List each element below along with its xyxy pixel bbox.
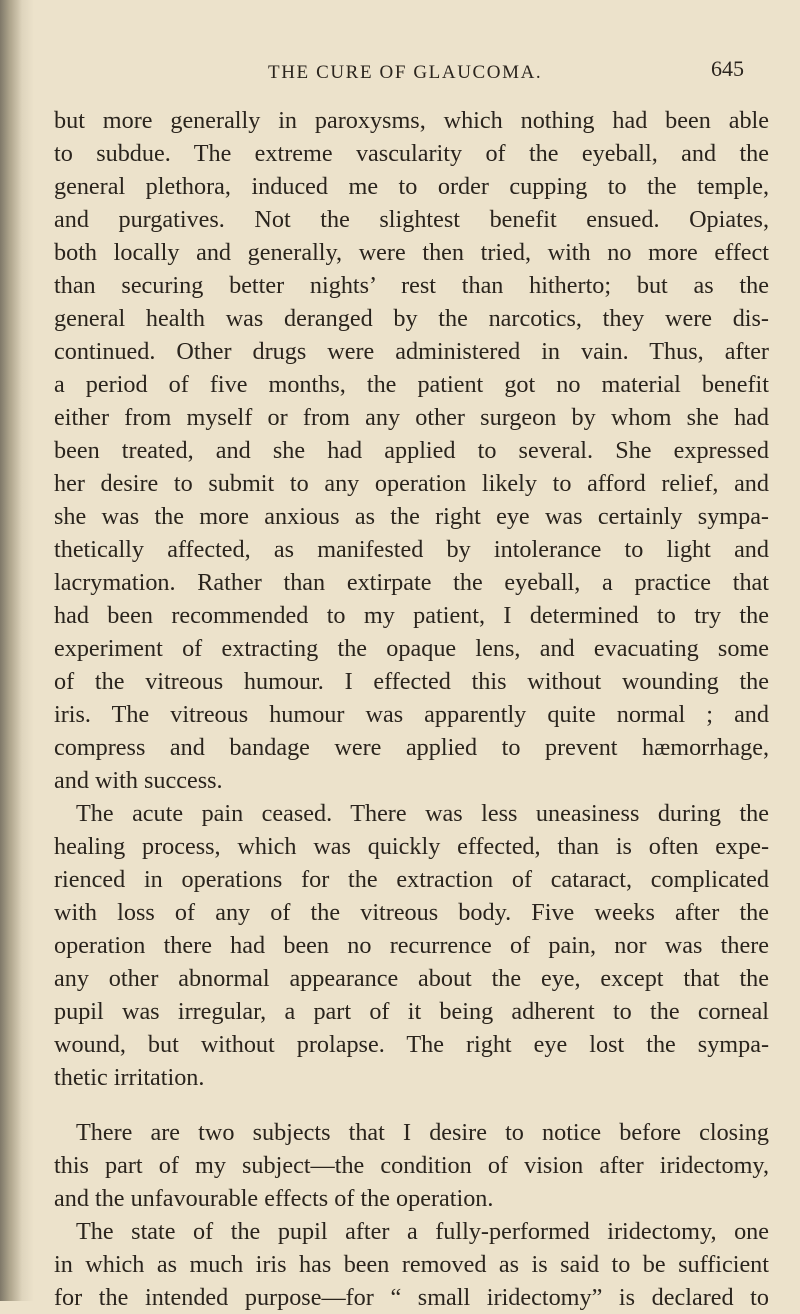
text-line: any other abnormal appearance about the eye, except that the xyxy=(54,965,769,992)
text-line: general plethora, induced me to order cupping to the temple, xyxy=(54,173,769,200)
text-line: both locally and generally, were then tried, with no more effect xyxy=(54,239,769,266)
text-line: The state of the pupil after a fully-performed iridectomy, one xyxy=(76,1218,769,1245)
text-line: a period of five months, the patient got no material benefit xyxy=(54,371,769,398)
text-line: rienced in operations for the extraction of cataract, complicated xyxy=(54,866,769,893)
paragraph-3 xyxy=(54,1116,769,1215)
running-head-title: THE CURE OF GLAUCOMA. xyxy=(268,62,543,83)
text-line: been treated, and she had applied to several. She expressed xyxy=(54,437,769,464)
paragraph-2 xyxy=(54,797,769,1094)
section-gap xyxy=(54,1094,769,1116)
text-line: of the vitreous humour. I effected this without wounding the xyxy=(54,668,769,695)
text-line: general health was deranged by the narcotics, they were dis- xyxy=(54,305,769,332)
text-line: There are two subjects that I desire to notice before closing xyxy=(76,1119,769,1146)
text-line: and with success. xyxy=(54,767,223,794)
text-line: than securing better nights’ rest than hitherto; but as the xyxy=(54,272,769,299)
paragraph-4 xyxy=(54,1215,769,1314)
text-line: experiment of extracting the opaque lens, and evacuating some xyxy=(54,635,769,662)
running-head xyxy=(0,56,800,92)
text-line: in which as much iris has been removed as is said to be sufficient xyxy=(54,1251,769,1278)
text-line: operation there had been no recurrence of pain, nor was there xyxy=(54,932,769,959)
text-line: lacrymation. Rather than extirpate the eyeball, a practice that xyxy=(54,569,769,596)
text-line: compress and bandage were applied to prevent hæmorrhage, xyxy=(54,734,769,761)
text-line: pupil was irregular, a part of it being adherent to the corneal xyxy=(54,998,769,1025)
text-line: wound, but without prolapse. The right eye lost the sympa- xyxy=(54,1031,769,1058)
text-line: thetic irritation. xyxy=(54,1064,205,1091)
text-line: to subdue. The extreme vascularity of the eyeball, and the xyxy=(54,140,769,167)
text-line: for the intended purpose—for “ small iridectomy” is declared to xyxy=(54,1284,769,1311)
text-line: continued. Other drugs were administered in vain. Thus, after xyxy=(54,338,769,365)
text-line: iris. The vitreous humour was apparently quite normal ; and xyxy=(54,701,769,728)
text-line: The acute pain ceased. There was less uneasiness during the xyxy=(76,800,769,827)
text-line: with loss of any of the vitreous body. Five weeks after the xyxy=(54,899,769,926)
text-line: and purgatives. Not the slightest benefit ensued. Opiates, xyxy=(54,206,769,233)
text-line: this part of my subject—the condition of vision after iridectomy, xyxy=(54,1152,769,1179)
paragraph-1 xyxy=(54,104,769,797)
binding-gutter xyxy=(0,0,22,1301)
text-line: and the unfavourable effects of the operation. xyxy=(54,1185,494,1212)
body-text xyxy=(54,104,769,1314)
text-line: thetically affected, as manifested by intolerance to light and xyxy=(54,536,769,563)
text-line: but more generally in paroxysms, which nothing had been able xyxy=(54,107,769,134)
text-line: healing process, which was quickly effected, than is often expe- xyxy=(54,833,769,860)
text-line: she was the more anxious as the right eye was certainly sympa- xyxy=(54,503,769,530)
page-number: 645 xyxy=(711,56,744,81)
text-line: her desire to submit to any operation likely to afford relief, and xyxy=(54,470,769,497)
text-line: either from myself or from any other surgeon by whom she had xyxy=(54,404,769,431)
text-line: had been recommended to my patient, I determined to try the xyxy=(54,602,769,629)
